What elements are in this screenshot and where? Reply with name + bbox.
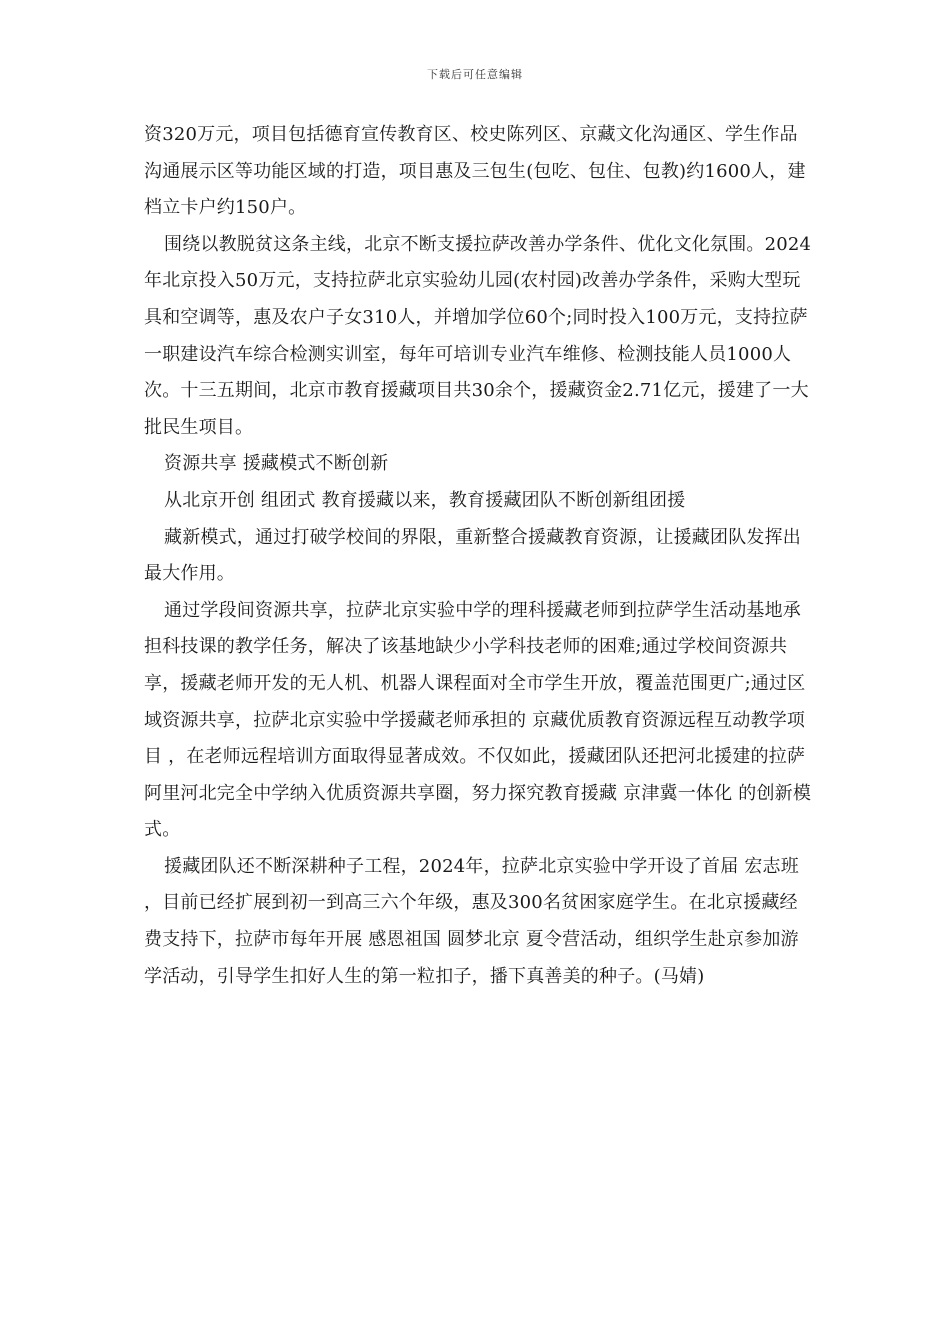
paragraph-1: 资320万元，项目包括德育宣传教育区、校史陈列区、京藏文化沟通区、学生作品沟通展示区等功能区域的打造，项目惠及三包生(包吃、包住、包教)约1600人，建档立卡户约150户。	[144, 124, 806, 219]
paragraph-3: 从北京开创 组团式 教育援藏以来，教育援藏团队不断创新组团援	[164, 489, 686, 511]
paragraph-5: 通过学段间资源共享，拉萨北京实验中学的理科援藏老师到拉萨学生活动基地承担科技课的教学任务，解决了该基地缺少小学科技老师的困难;通过学校间资源共享，援藏老师开发的无人机、机器人课程面对全市学生开放，覆盖范围更广;通过区域资源共享，拉萨北京实验中学援藏老师承担的 京藏优质教育资源远程互动教学项目 ，在老师远程培训方面取得显著成效。不仅如此，援藏团队还把河北援建的拉萨阿里河北完全中学纳入优质资源共享圈，努力探究教育援藏 京津冀一体化 的创新模式。	[144, 599, 812, 841]
paragraph-6: 援藏团队还不断深耕种子工程，2024年，拉萨北京实验中学开设了首届 宏志班 ，目前已经扩展到初一到高三六个年级，惠及300名贫困家庭学生。在北京援藏经费支持下，拉萨市每年开展 感恩祖国 圆梦北京 夏令营活动，组织学生赴京参加游学活动，引导学生扣好人生的第一粒扣子，播下真善美的种子。(马婧)	[144, 855, 799, 987]
paragraph-2: 围绕以教脱贫这条主线，北京不断支援拉萨改善办学条件、优化文化氛围。2024年北京投入50万元，支持拉萨北京实验幼儿园(农村园)改善办学条件，采购大型玩具和空调等，惠及农户子女310人，并增加学位60个;同时投入100万元，支持拉萨一职建设汽车综合检测实训室，每年可培训专业汽车维修、检测技能人员1000人次。十三五期间，北京市教育援藏项目共30余个，援藏资金2.71亿元，援建了一大批民生项目。	[144, 233, 812, 438]
page-header: 下载后可任意编辑	[427, 68, 523, 81]
section-heading: 资源共享 援藏模式不断创新	[164, 453, 389, 475]
document-body	[144, 117, 814, 995]
paragraph-4: 藏新模式，通过打破学校间的界限，重新整合援藏教育资源，让援藏团队发挥出最大作用。	[144, 526, 801, 585]
